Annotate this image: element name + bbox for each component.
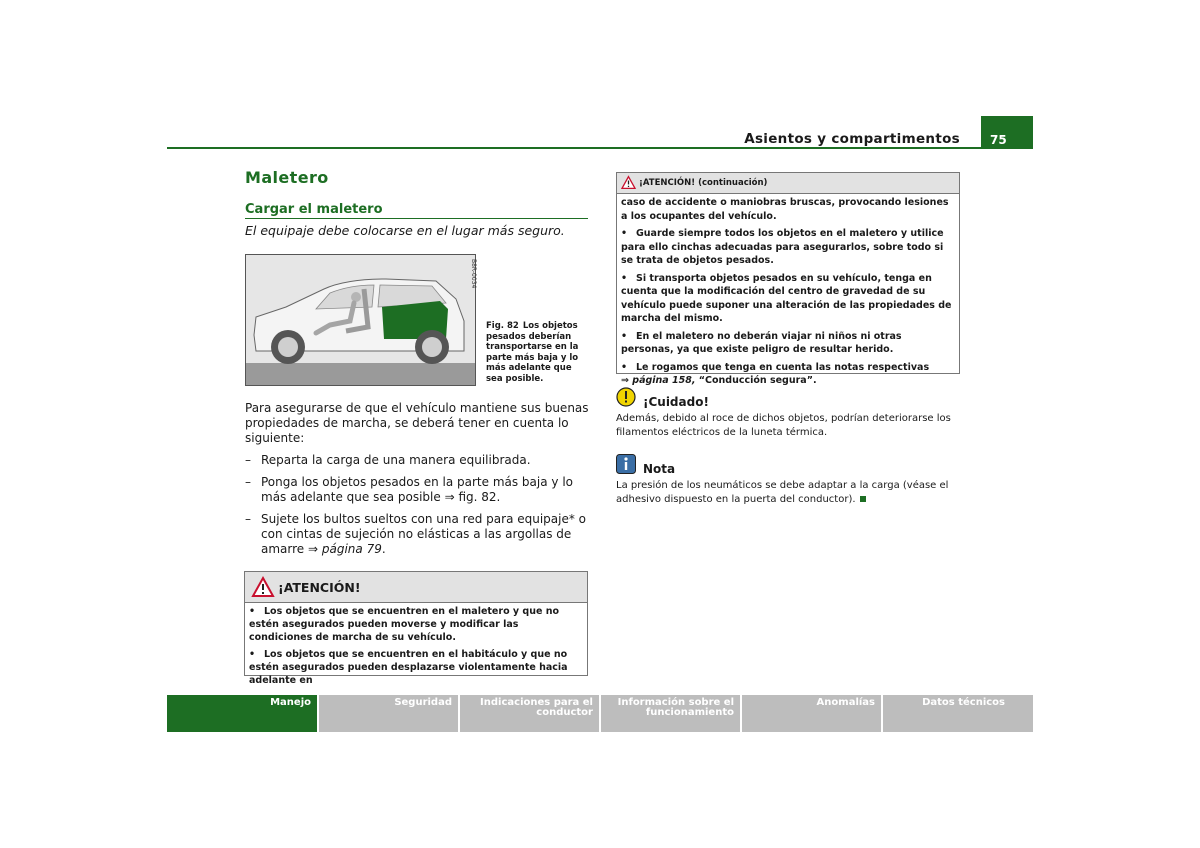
warning-item: • En el maletero no deberán viajar ni niños ni otras personas, ya que existe peligro de resultar herido. [621,330,902,355]
instruction-list [245,453,590,564]
list-item: – Sujete los bultos sueltos con una red para equipaje* o con cintas de sujeción no elásticas a las argollas de amarre ⇒ página 79. [245,512,587,556]
warning-triangle-icon [621,176,636,189]
list-item: – Reparta la carga de una manera equilibrada. [245,453,531,467]
end-of-section-mark [860,496,866,502]
caution-title: ¡Cuidado! [643,395,709,409]
warning-item: • Si transporta objetos pesados en su vehículo, tenga en cuenta que la modificación del centro de gravedad de su vehículo puede suponer una alteración de las propiedades de marcha del mismo. [621,272,952,324]
warning-item: • Los objetos que se encuentren en el habitáculo y que no estén asegurados pueden desplazarse violentamente hacia adelante en [249,649,568,686]
warning-lead: caso de accidente o maniobras bruscas, provocando lesiones a los ocupantes del vehículo. [621,197,949,222]
section-heading: Maletero [245,168,329,187]
warning-continuation-header [617,173,959,194]
page-reference-link[interactable]: ⇒ página 79 [308,542,382,556]
note-text: La presión de los neumáticos se debe adaptar a la carga (véase el adhesivo dispuesto en la puerta del conductor). [616,480,949,505]
tab-indicaciones[interactable]: Indicaciones para el conductor [460,695,599,732]
tab-datos-tecnicos[interactable]: Datos técnicos [883,695,1033,732]
warning-item: • Los objetos que se encuentren en el maletero y que no estén asegurados pueden moverse y modificar las condiciones de marcha de su vehículo. [249,606,560,643]
warning-item: • Le rogamos que tenga en cuenta las notas respectivas ⇒ página 158, “Conducción segura”. [621,361,930,386]
tab-anomalias[interactable]: Anomalías [742,695,881,732]
figure-code: B8R-0034 [470,259,477,289]
figure-caption [486,321,591,384]
caution-exclamation-icon [616,387,636,407]
warning-header [245,572,587,603]
warning-box [244,571,588,686]
list-item: – Ponga los objetos pesados en la parte más baja y lo más adelante que sea posible ⇒ fig. 82. [245,475,573,504]
warning-continuation-title: ¡ATENCIÓN! (continuación) [639,178,768,188]
tab-informacion[interactable]: Información sobre el funcionamiento [601,695,740,732]
page-number-box [981,116,1033,149]
suv-cargo-illustration [246,255,475,385]
warning-item: • Guarde siempre todos los objetos en el maletero y utilice para ello cinchas adecuadas para asegurarlos, sobre todo si se trata de objetos pesados. [621,228,944,266]
warning-triangle-icon [252,577,274,597]
warning-body [245,603,587,687]
header-rule [167,147,981,149]
tab-seguridad[interactable]: Seguridad [319,695,458,732]
body-paragraph: Para asegurarse de que el vehículo mantiene sus buenas propiedades de marcha, se deberá tener en cuenta lo siguiente: [245,401,589,445]
intro-text: El equipaje debe colocarse en el lugar más seguro. [245,223,565,238]
tab-manejo[interactable]: Manejo [167,695,317,732]
figure-number: Fig. 82 [486,321,519,331]
caution-text: Además, debido al roce de dichos objetos, podrían deteriorarse los filamentos eléctricos de la luneta térmica. [616,413,951,438]
subsection-heading: Cargar el maletero [245,202,383,217]
page-number: 75 [990,133,1007,147]
figure-caption-text: Los objetos pesados deberían transportarse en la parte más baja y lo más adelante que sea posible. [486,321,579,384]
running-header-title: Asientos y compartimentos [744,131,960,147]
note-title: Nota [643,462,676,476]
warning-continuation-body [617,194,959,388]
figure-car-illustration [245,254,476,386]
warning-title: ¡ATENCIÓN! [278,580,361,595]
page-reference-link[interactable]: ⇒ página 158, [621,375,696,386]
subsection-rule [245,218,588,219]
info-icon [616,454,636,474]
warning-continuation-box [616,172,960,386]
